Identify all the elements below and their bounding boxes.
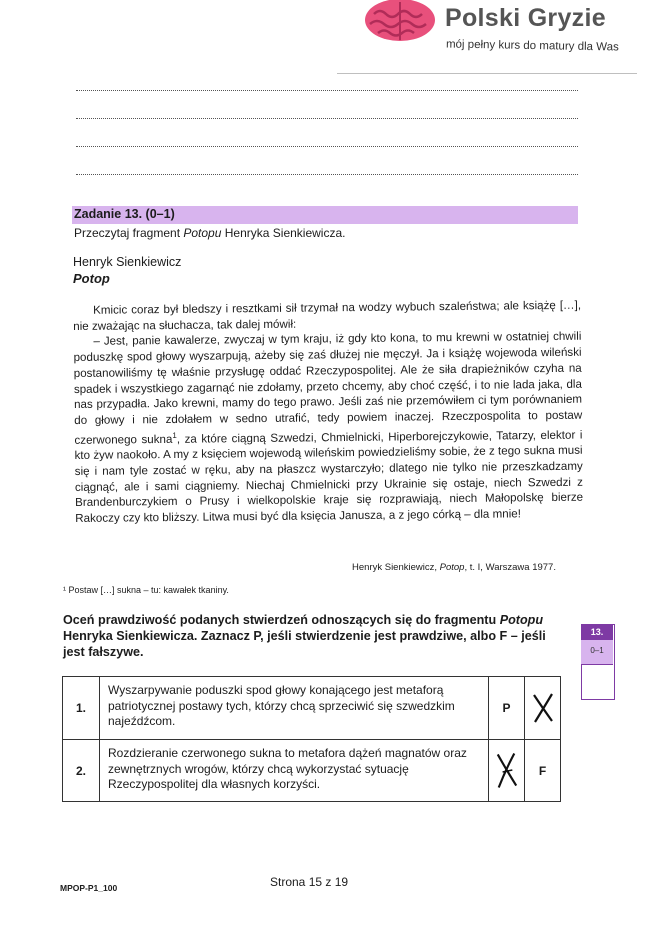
excerpt-book-title: Potop bbox=[73, 271, 110, 286]
excerpt-passage bbox=[73, 298, 583, 527]
header-divider bbox=[337, 73, 637, 74]
statement-text: Rozdzieranie czerwonego sukna to metafora dążeń magnatów oraz zewnętrznych wrogów, którzy chcą wykorzystać sytuację Rzeczypospolitej dla własnych korzyści. bbox=[100, 740, 489, 801]
statement-number: 1. bbox=[63, 677, 100, 739]
page-number: Strona 15 z 19 bbox=[270, 875, 349, 889]
option-f-cell[interactable] bbox=[525, 677, 560, 739]
score-task-number: 13. bbox=[581, 624, 613, 640]
brand-tagline: mój pełny kurs do matury dla Was bbox=[445, 38, 619, 54]
footnote-marker: 1 bbox=[172, 430, 177, 440]
passage-paragraph: – Jest, panie kawalerze, zwyczaj w tym kraju, iż gdy kto kona, to mu krewni w ostatniej chwili poduszkę spod głowy wyszarpują, ażeby się zaś dłużej nie męczył. Ja i książę wojewoda wileński postanowiliśmy tę właśnie przysługę oddać Rzeczypospolitej. Ale że siła drapieżników czyha na spadek i wszystkiego zagarnąć nie zdołamy, przeto chcemy, aby choć część, i to nie lada jaka, dla nas przypadła. Jako krewni, mamy do tego prawo. Jeśli zaś nie przemówiłem ci tym porównaniem do głowy i nie zdołałem w sedno utrafić, tedy powiem inaczej. Rzeczpospolita to postaw czerwonego sukna$^1$, za które ciągną Szwedzi, Chmielnicki, Hiperborejczykowie, Tatarzy, elektor i kto żyw naokoło. A my z księciem wojewodą wileńskim powiedzieliśmy sobie, że z tego sukna musi się i nam tyle zostać w ręku, aby na płaszcz wystarczyło; dlatego nie tylko nie przeszkadzamy ciągnąć, ale i sami ciągniemy. Niechaj Chmielnicki przy Ukrainie się ostaje, niech Szwedzi z Brandenburczykiem o Prusy i wielkopolskie kraje się rozprawiają, niech Małopolskę bierze Rakoczy czy kto bliższy. Litwa musi być dla księcia Janusza, a z jego córką – dla mnie! bbox=[73, 330, 584, 525]
score-points-range: 0–1 bbox=[581, 640, 613, 665]
task-title: Zadanie 13. (0–1) bbox=[74, 207, 175, 221]
answer-line bbox=[76, 146, 578, 147]
footnote: ¹ Postaw […] sukna – tu: kawałek tkaniny. bbox=[63, 585, 229, 595]
table-row bbox=[63, 740, 560, 801]
answer-line bbox=[76, 118, 578, 119]
cross-mark-icon bbox=[525, 677, 560, 739]
option-p-cell[interactable]: P bbox=[489, 677, 525, 739]
option-f-cell[interactable]: F bbox=[538, 763, 547, 778]
option-p-cell[interactable] bbox=[489, 740, 525, 801]
brain-logo-icon bbox=[362, 0, 438, 44]
passage-paragraph: Kmicic coraz był bledszy i resztkami sił trzymał na wodzy wybuch szaleństwa; ale książę […], nie zważając na słuchacza, tak dalej mówił: bbox=[73, 298, 582, 333]
document-code: MPOP-P1_100 bbox=[60, 883, 118, 893]
true-false-table bbox=[62, 676, 561, 802]
answer-line bbox=[76, 90, 578, 91]
excerpt-author: Henryk Sienkiewicz bbox=[73, 255, 182, 269]
brand-name: Polski Gryzie bbox=[445, 4, 606, 32]
excerpt-citation: Henryk Sienkiewicz, Potop, t. I, Warszawa 1977. bbox=[352, 562, 556, 573]
statement-text: Wyszarpywanie poduszki spod głowy konającego jest metaforą patriotycznej postawy tych, którzy chcą sprzeciwić się szwedzkim najeźdźcom. bbox=[100, 677, 489, 739]
answer-line bbox=[76, 174, 578, 175]
cross-mark-icon bbox=[489, 740, 524, 801]
table-row bbox=[63, 677, 560, 740]
statement-number: 2. bbox=[63, 740, 100, 801]
question-prompt: Oceń prawdziwość podanych stwierdzeń odnoszących się do fragmentu Potopu Henryka Sienkiewicza. Zaznacz P, jeśli stwierdzenie jest prawdziwe, albo F – jeśli jest fałszywe. bbox=[63, 613, 546, 659]
task-instruction: Przeczytaj fragment Potopu Henryka Sienkiewicza. bbox=[74, 226, 346, 240]
